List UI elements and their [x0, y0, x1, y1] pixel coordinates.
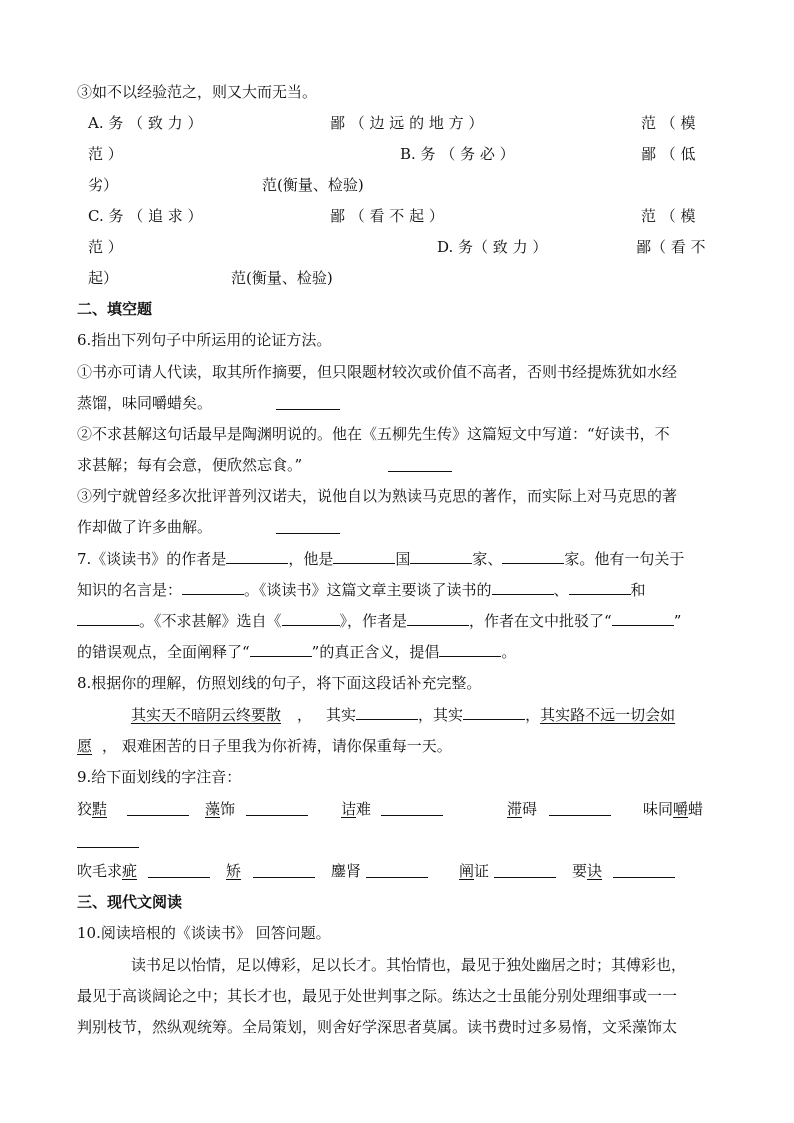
q9-word-5-char: 嚼 [673, 800, 689, 818]
q9-word-6-char: 疵 [122, 862, 138, 880]
q6-item-3-line-2: 作却做了许多曲解。 [77, 518, 213, 536]
q9-word-1 [77, 799, 107, 819]
q9-blank-2[interactable] [246, 801, 308, 816]
q9-blank-7[interactable] [253, 863, 315, 878]
q5-option-c-wu: C. 务 （ 追 求 ） [88, 207, 203, 225]
q7-text-f: 知识的名言是： [77, 581, 183, 599]
q7-text-a: 7.《谈读书》的作者是 [77, 550, 227, 568]
q8-underlined-2: 其实路不远一切会如 [540, 706, 676, 724]
q9-word-3-post: 难 [356, 800, 372, 818]
q6-item-1-line-2 [77, 393, 212, 413]
q7-line-1 [77, 549, 684, 569]
q8-line-1 [131, 705, 675, 725]
q9-blank-9[interactable] [494, 863, 556, 878]
q9-word-1-pre: 狡 [77, 800, 93, 818]
q9-word-2 [205, 799, 235, 819]
q5-option-c-bi: 鄙 （ 看 不 起 ） [330, 207, 444, 225]
q9-word-7-char: 矫 [226, 862, 242, 880]
q9-blank-5[interactable] [77, 833, 139, 848]
q7-text-h: 、 [553, 581, 569, 599]
q9-word-7 [226, 861, 241, 881]
q7-blank-quote[interactable] [182, 580, 244, 595]
q7-text-k: 》，作者是 [339, 612, 408, 630]
q7-blank-role-2[interactable] [502, 549, 564, 564]
q8-qishi-1: 其实 [326, 706, 357, 724]
q5-option-a-fan: 范 （ 模 [641, 114, 696, 132]
q9-word-10 [572, 861, 602, 881]
q9-word-9 [459, 861, 489, 881]
q10-prompt: 10.阅读培根的《谈读书》 回答问题。 [77, 924, 331, 942]
q7-text-l: ，作者在文中批驳了“ [469, 612, 612, 630]
q10-paragraph-line-1: 读书足以怡情，足以傅彩，足以长才。其怡情也，最见于独处幽居之时；其傅彩也， [131, 956, 687, 974]
q9-word-8 [331, 861, 361, 881]
q9-word-4-char: 滞 [507, 800, 523, 818]
q5-option-b-bi: 鄙 （ 低 [641, 145, 696, 163]
q10-paragraph-line-2: 最见于高谈阔论之中；其长才也，最见于处世判事之际。练达之士虽能分别处理细事或一一 [77, 987, 678, 1005]
q9-word-8-text: 鏖肾 [331, 862, 362, 880]
q7-blank-source[interactable] [282, 611, 340, 626]
section-3-title: 三、现代文阅读 [77, 893, 183, 911]
q7-blank-purpose-1[interactable] [492, 580, 554, 595]
q7-blank-meaning[interactable] [250, 642, 312, 657]
q8-underlined-2-end: 愿 [77, 737, 93, 755]
q7-blank-purpose-3[interactable] [77, 611, 139, 626]
q6-item-1-text: 蒸馏，味同嚼蜡矣。 [77, 394, 213, 412]
q6-answer-2-blank[interactable] [388, 457, 452, 472]
q7-line-4 [77, 642, 516, 662]
q9-word-1-char: 黠 [92, 800, 108, 818]
q5-option-d-wu: D. 务（ 致 力 ） [437, 238, 548, 256]
q8-blank-2[interactable] [463, 705, 525, 720]
q6-item-2-line-2: 求甚解；每有会意，便欣然忘食。” [77, 456, 303, 474]
q9-word-5-pre: 味同 [643, 800, 674, 818]
q7-blank-role-1[interactable] [410, 549, 472, 564]
q5-option-d-bi-cont: 起） [88, 269, 119, 287]
q9-word-3 [341, 799, 371, 819]
q7-blank-country[interactable] [333, 549, 395, 564]
q7-blank-purpose-2[interactable] [569, 580, 631, 595]
q5-item-3-text: ③如不以经验范之，则又大而无当。 [77, 83, 318, 101]
q6-item-2-line-1: ②不求甚解这句话最早是陶渊明说的。他在《五柳先生传》这篇短文中写道：“好读书，不 [77, 425, 670, 443]
q7-text-b: ，他是 [288, 550, 334, 568]
q7-text-i: 和 [630, 581, 646, 599]
q5-option-c-fan-cont: 范 ） [88, 238, 123, 256]
q8-prompt: 8.根据你的理解，仿照划线的句子，将下面这段话补充完整。 [77, 674, 482, 692]
q9-word-2-post: 饰 [220, 800, 236, 818]
q7-line-3 [77, 611, 681, 631]
q6-item-3-line-1: ③列宁就曾经多次批评普列汉诺夫，说他自以为熟读马克思的著作，而实际上对马克思的著 [77, 487, 678, 505]
q9-prompt: 9.给下面划线的字注音： [77, 768, 242, 786]
q10-paragraph-line-3: 判别枝节，然纵观统筹。全局策划，则舍好学深思者莫属。读书费时过多易惰，文采藻饰太 [77, 1018, 678, 1036]
q8-underlined-1: 其实天不暗阴云终要散 [131, 706, 282, 724]
q8-line-2 [77, 736, 452, 756]
q7-text-p: 。 [501, 643, 517, 661]
q9-word-5-post: 蜡 [688, 800, 704, 818]
q7-text-j: 。《不求甚解》选自《 [139, 612, 282, 630]
q8-blank-1[interactable] [356, 705, 418, 720]
q5-option-b-bi-cont: 劣） [88, 176, 119, 194]
q9-blank-1[interactable] [127, 801, 189, 816]
q9-word-9-post: 证 [474, 862, 490, 880]
q9-blank-4[interactable] [549, 801, 611, 816]
q5-option-a-bi: 鄙 （ 边 远 的 地 方 ） [330, 114, 484, 132]
q5-option-a-fan-cont: 范 ） [88, 145, 123, 163]
q9-word-6-pre: 吹毛求 [77, 862, 123, 880]
q9-word-3-char: 诘 [341, 800, 357, 818]
q9-blank-10[interactable] [613, 863, 675, 878]
q7-text-g: 。《谈读书》这篇文章主要谈了读书的 [244, 581, 492, 599]
q9-word-4 [507, 799, 537, 819]
q7-blank-author[interactable] [226, 549, 288, 564]
q8-comma-1: ， [297, 706, 313, 724]
q5-item-3 [77, 82, 317, 102]
q9-word-10-pre: 要 [572, 862, 588, 880]
q9-blank-3[interactable] [381, 801, 443, 816]
q6-answer-1-blank[interactable] [276, 395, 340, 410]
q9-blank-6[interactable] [148, 863, 210, 878]
q7-text-c: 国 [395, 550, 411, 568]
q9-word-4-post: 碍 [522, 800, 538, 818]
q7-blank-author-2[interactable] [407, 611, 469, 626]
q7-text-e: 家。他有一句关于 [564, 550, 685, 568]
q5-option-a-wu: A. 务 （ 致 力 ） [88, 114, 203, 132]
q6-prompt: 6.指出下列句子中所运用的论证方法。 [77, 331, 332, 349]
q5-option-c-fan: 范 （ 模 [641, 207, 696, 225]
q7-blank-advocate[interactable] [439, 642, 501, 657]
q6-answer-3-blank[interactable] [276, 519, 340, 534]
q5-option-d-fan: 范(衡量、检验) [231, 269, 333, 287]
q8-rest: ， 艰难困苦的日子里我为你祈祷，请你保重每一天。 [102, 737, 452, 755]
q7-text-m: ” [673, 612, 682, 630]
q9-word-9-char: 阐 [459, 862, 475, 880]
q9-word-10-char: 诀 [587, 862, 603, 880]
q6-item-1-line-1: ①书亦可请人代读，取其所作摘要，但只限题材较次或价值不高者，否则书经提炼犹如水经 [77, 363, 678, 381]
section-2-title: 二、填空题 [77, 300, 153, 318]
q7-text-n: 的错误观点，全面阐释了“ [77, 643, 250, 661]
q9-word-6 [77, 861, 137, 881]
q5-option-d-bi: 鄙（ 看 不 [636, 238, 706, 256]
q7-blank-view[interactable] [612, 611, 674, 626]
q7-line-2 [77, 580, 646, 600]
q9-blank-8[interactable] [366, 863, 428, 878]
q5-option-b-fan: 范(衡量、检验) [262, 176, 364, 194]
q8-qishi-2: ，其实 [418, 706, 464, 724]
q9-word-5 [643, 799, 703, 819]
q7-text-d: 家、 [472, 550, 503, 568]
q5-option-b-wu: B. 务 （ 务 必 ） [400, 145, 515, 163]
q8-comma-3: ， [525, 706, 541, 724]
q9-word-2-char: 藻 [205, 800, 221, 818]
q7-text-o: ”的真正含义，提倡 [311, 643, 440, 661]
